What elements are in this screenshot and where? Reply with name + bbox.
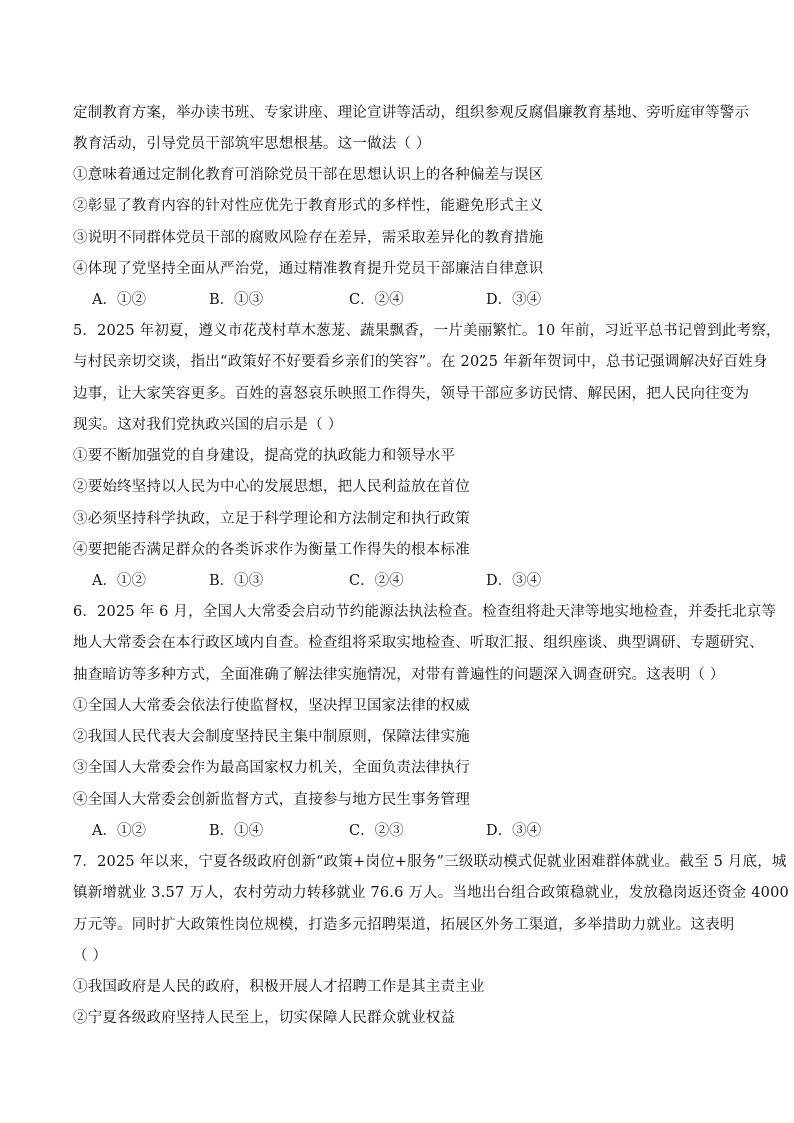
q5-item-1: ①要不断加强党的自身建设，提高党的执政能力和领导水平 xyxy=(73,448,456,464)
q7-item-1: ①我国政府是人民的政府，积极开展人才招聘工作是其主责主业 xyxy=(73,979,485,995)
q6-item-2: ②我国人民代表大会制度坚持民主集中制原则，保障法律实施 xyxy=(73,729,470,745)
q4-option-d: D．③④ xyxy=(486,292,542,308)
q7-stem-line-4: （ ） xyxy=(73,948,108,964)
q6-stem-line-3: 抽查暗访等多种方式，全面准确了解法律实施情况，对带有普遍性的问题深入调查研究。这表明（ ） xyxy=(73,667,725,683)
q6-option-d: D．③④ xyxy=(486,823,542,839)
q5-stem-line-4: 现实。这对我们党执政兴国的启示是（ ） xyxy=(73,417,343,433)
q5-option-c: C．②④ xyxy=(349,573,404,589)
q5-stem-line-3: 边事，让大家笑容更多。百姓的喜怒哀乐映照工作得失，领导干部应多访民情、解民困，把人民向往变为 xyxy=(73,386,750,402)
q5-option-a: A．①② xyxy=(92,573,146,589)
q6-option-b: B．①④ xyxy=(209,823,264,839)
q4-stem-line-1: 定制教育方案，举办读书班、专家讲座、理论宣讲等活动，组织参观反腐倡廉教育基地、旁听庭审等警示 xyxy=(73,105,750,121)
q6-option-c: C．②③ xyxy=(349,823,404,839)
q4-item-2: ②彰显了教育内容的针对性应优先于教育形式的多样性，能避免形式主义 xyxy=(73,198,544,214)
q5-stem-line-1: 5．2025 年初夏，遵义市花茂村草木葱茏、蔬果飘香，一片美丽繁忙。10 年前，习近平总书记曾到此考察， xyxy=(73,323,781,339)
q5-item-4: ④要把能否满足群众的各类诉求作为衡量工作得失的根本标准 xyxy=(73,542,470,558)
q4-option-b: B．①③ xyxy=(209,292,264,308)
q5-item-3: ③必须坚持科学执政，立足于科学理论和方法制定和执行政策 xyxy=(73,511,470,527)
q4-option-a: A．①② xyxy=(92,292,146,308)
q4-option-c: C．②④ xyxy=(349,292,404,308)
q6-option-a: A．①② xyxy=(92,823,146,839)
q5-option-d: D．③④ xyxy=(486,573,542,589)
q4-item-1: ①意味着通过定制化教育可消除党员干部在思想认识上的各种偏差与误区 xyxy=(73,167,544,183)
q7-stem-line-2: 镇新增就业 3.57 万人，农村劳动力转移就业 76.6 万人。当地出台组合政策稳就业，发放稳岗返还资金 4000 xyxy=(73,885,789,901)
q7-stem-line-3: 万元等。同时扩大政策性岗位规模，打造多元招聘渠道，拓展区外务工渠道，多举措助力就业。这表明 xyxy=(73,917,735,933)
q5-stem-line-2: 与村民亲切交谈，指出“政策好不好要看乡亲们的笑容”。在 2025 年新年贺词中，总书记强调解决好百姓身 xyxy=(73,354,768,370)
q4-item-4: ④体现了党坚持全面从严治党，通过精准教育提升党员干部廉洁自律意识 xyxy=(73,261,544,277)
q6-item-1: ①全国人大常委会依法行使监督权，坚决捍卫国家法律的权威 xyxy=(73,698,470,714)
q6-stem-line-1: 6．2025 年 6 月，全国人大常委会启动节约能源法执法检查。检查组将赴天津等地实地检查，并委托北京等 xyxy=(73,604,777,620)
q4-stem-line-2: 教育活动，引导党员干部筑牢思想根基。这一做法（ ） xyxy=(73,136,431,152)
q5-item-2: ②要始终坚持以人民为中心的发展思想，把人民利益放在首位 xyxy=(73,479,470,495)
q7-stem-line-1: 7．2025 年以来，宁夏各级政府创新“政策+岗位+服务”三级联动模式促就业困难群体就业。截至 5 月底，城 xyxy=(73,854,787,870)
q6-item-3: ③全国人大常委会作为最高国家权力机关，全面负责法律执行 xyxy=(73,760,470,776)
q6-item-4: ④全国人大常委会创新监督方式，直接参与地方民生事务管理 xyxy=(73,792,470,808)
q7-item-2: ②宁夏各级政府坚持人民至上，切实保障人民群众就业权益 xyxy=(73,1010,456,1026)
q4-item-3: ③说明不同群体党员干部的腐败风险存在差异，需采取差异化的教育措施 xyxy=(73,230,544,246)
q5-option-b: B．①③ xyxy=(209,573,264,589)
q6-stem-line-2: 地人大常委会在本行政区域内自查。检查组将采取实地检查、听取汇报、组织座谈、典型调研、专题研究、 xyxy=(73,635,764,651)
